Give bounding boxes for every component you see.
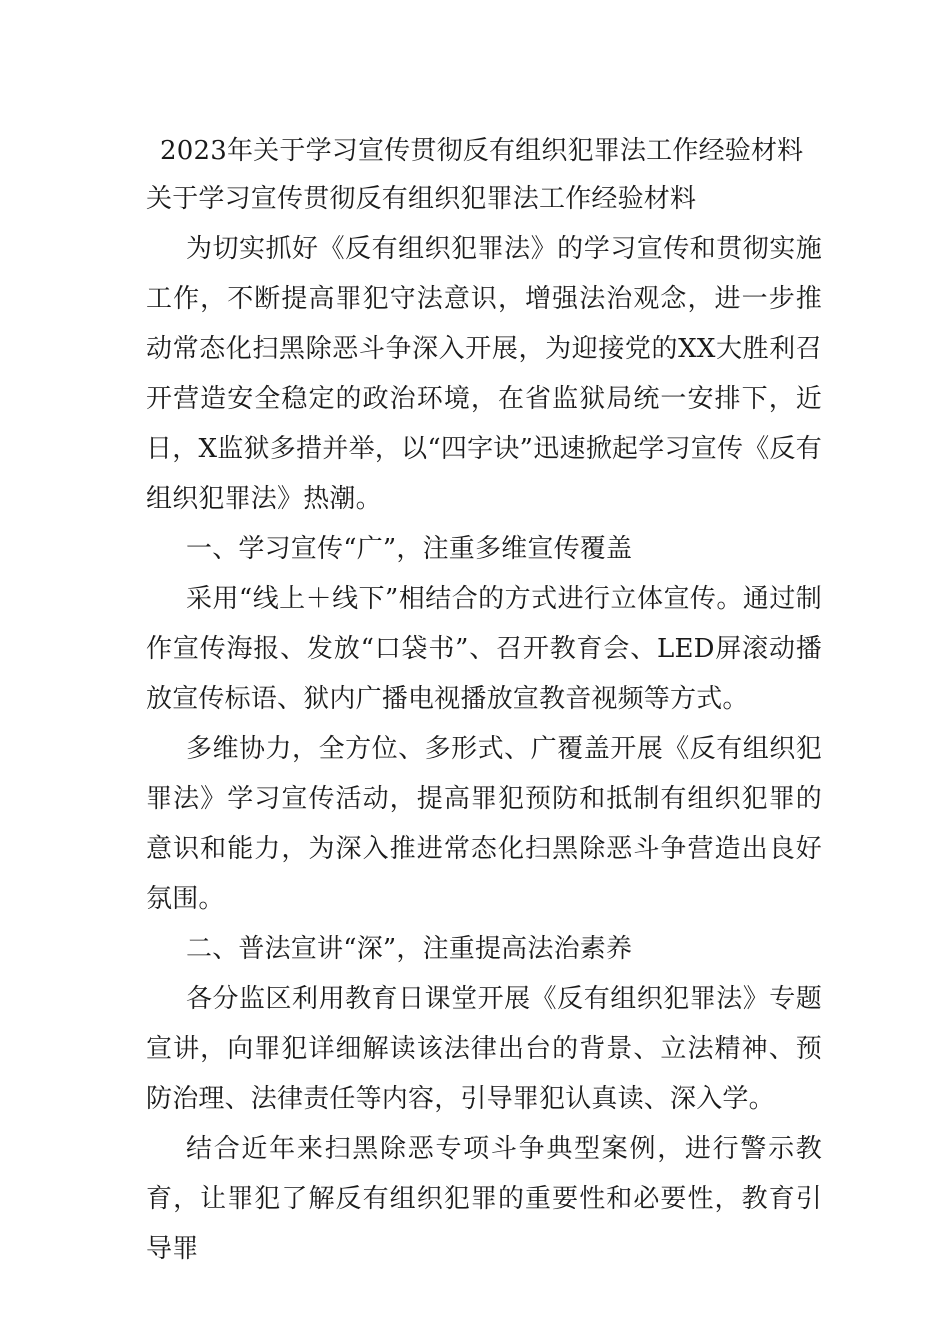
intro-paragraph: 为切实抓好《反有组织犯罪法》的学习宣传和贯彻实施工作，不断提高罪犯守法意识，增强法治观念，进一步推动常态化扫黑除恶斗争深入开展，为迎接党的XX大胜利召开营造安全稳定的政治环境，在省监狱局统一安排下，近日，X监狱多措并举，以“四字诀”迅速掀起学习宣传《反有组织犯罪法》热潮。 — [146, 234, 822, 514]
section1-paragraph-2: 多维协力，全方位、多形式、广覆盖开展《反有组织犯罪法》学习宣传活动，提高罪犯预防和抵制有组织犯罪的意识和能力，为深入推进常态化扫黑除恶斗争营造出良好氛围。 — [146, 734, 822, 914]
document-subtitle: 关于学习宣传贯彻反有组织犯罪法工作经验材料 — [146, 184, 697, 214]
document-title: 2023年关于学习宣传贯彻反有组织犯罪法工作经验材料 — [160, 136, 804, 166]
section2-paragraph-2: 结合近年来扫黑除恶专项斗争典型案例，进行警示教育，让罪犯了解反有组织犯罪的重要性和必要性，教育引导罪 — [146, 1134, 822, 1264]
section1-paragraph-1: 采用“线上＋线下”相结合的方式进行立体宣传。通过制作宣传海报、发放“口袋书”、召开教育会、LED屏滚动播放宣传标语、狱内广播电视播放宣教音视频等方式。 — [146, 584, 822, 714]
section2-paragraph-1: 各分监区利用教育日课堂开展《反有组织犯罪法》专题宣讲，向罪犯详细解读该法律出台的背景、立法精神、预防治理、法律责任等内容，引导罪犯认真读、深入学。 — [146, 984, 822, 1114]
section-heading-1: 一、学习宣传“广”，注重多维宣传覆盖 — [186, 534, 633, 564]
document-body — [146, 128, 822, 1274]
section-heading-2: 二、普法宣讲“深”，注重提高法治素养 — [186, 934, 633, 964]
